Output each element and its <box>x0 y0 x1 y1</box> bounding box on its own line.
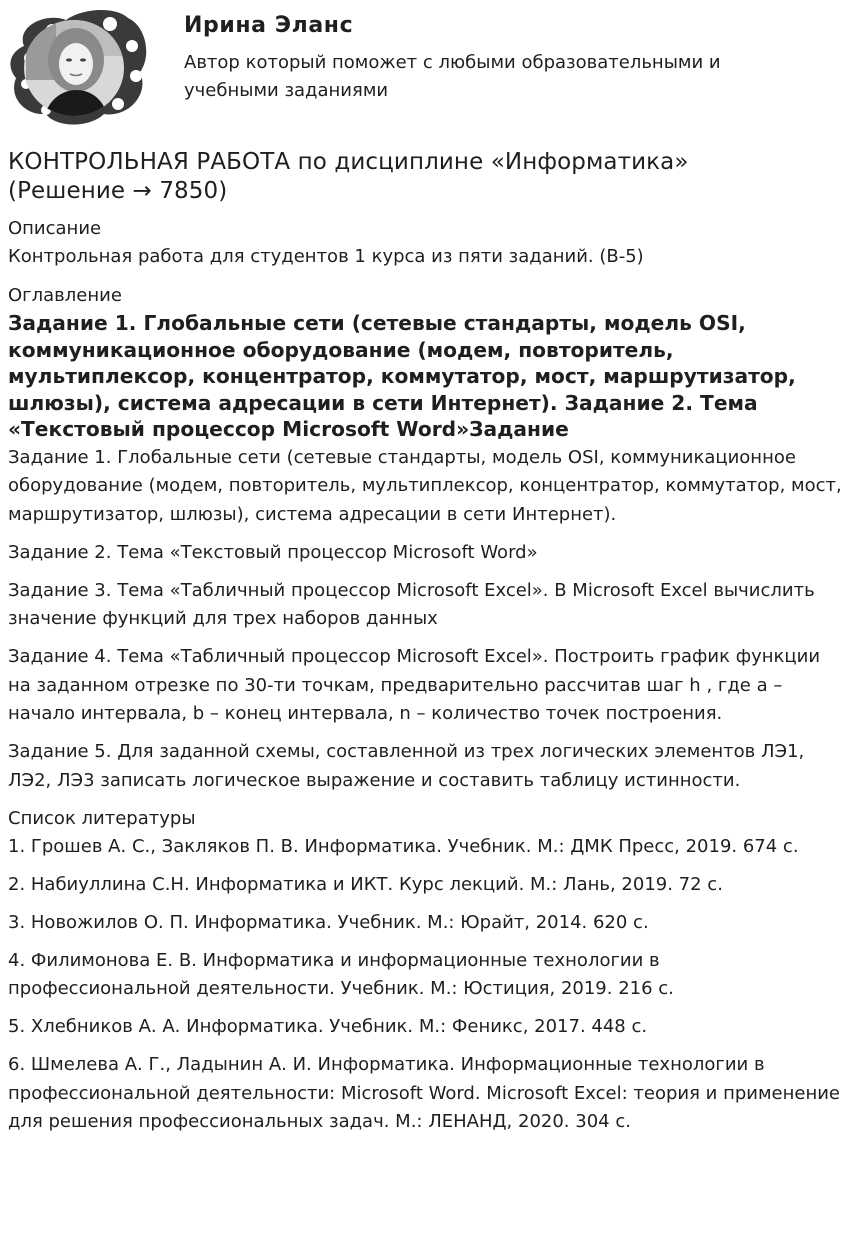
literature-item: 1. Грошев А. С., Закляков П. В. Информатика. Учебник. М.: ДМК Пресс, 2019. 674 с. <box>8 835 799 857</box>
description-text: Контрольная работа для студентов 1 курса из пяти заданий. (В-5) <box>8 246 644 267</box>
avatar-image <box>6 6 152 128</box>
document-title-line-1: КОНТРОЛЬНАЯ РАБОТА по дисциплине «Информатика» <box>8 149 689 175</box>
literature-item: 5. Хлебников А. А. Информатика. Учебник. М.: Феникс, 2017. 448 с. <box>8 1016 648 1037</box>
document-title-line-2: (Решение → 7850) <box>8 178 228 204</box>
toc-summary: Задание 1. Глобальные сети (сетевые стандарты, модель OSI, коммуникационное оборудование (модем, повторитель, мультиплексор, концентратор, коммутатор, мост, маршрутизатор, шлюзы), система адресации в сети Интернет). Задание 2. Тема «Текстовый процессор Microsoft Word»Задание <box>8 311 796 441</box>
author-description: Автор который поможет с любыми образовательными и учебными заданиями <box>184 52 721 101</box>
task-item: Задание 2. Тема «Текстовый процессор Microsoft Word» <box>8 541 538 563</box>
task-item: Задание 3. Тема «Табличный процессор Microsoft Excel». В Microsoft Excel вычислить значение функций для трех наборов данных <box>8 579 815 629</box>
document-content <box>8 148 842 1146</box>
literature-item: 2. Набиуллина С.Н. Информатика и ИКТ. Курс лекций. М.: Лань, 2019. 72 с. <box>8 873 723 895</box>
task-item: Задание 1. Глобальные сети (сетевые стандарты, модель OSI, коммуникационное оборудование (модем, повторитель, мультиплексор, концентратор, коммутатор, мост, маршрутизатор, шлюзы), система адресации в сети Интернет). <box>8 446 842 525</box>
author-header <box>0 0 847 140</box>
task-item: Задание 4. Тема «Табличный процессор Microsoft Excel». Построить график функции на заданном отрезке по 30-ти точкам, предварительно рассчитав шаг h , где a – начало интервала, b – конец интервала, n – количество точек построения. <box>8 646 821 724</box>
literature-list <box>8 833 842 1137</box>
literature-label: Список литературы <box>8 807 196 829</box>
description-label: Описание <box>8 218 102 239</box>
author-name[interactable]: Ирина Эланс <box>184 13 354 38</box>
literature-item: 6. Шмелева А. Г., Ладынин А. И. Информатика. Информационные технологии в профессиональной деятельности: Microsoft Word. Microsoft Excel: теория и применение для решения профессиональных задач. М.: ЛЕНАНД, 2020. 304 с. <box>8 1054 840 1132</box>
task-item: Задание 5. Для заданной схемы, составленной из трех логических элементов ЛЭ1, ЛЭ2, ЛЭ3 записать логическое выражение и составить таблицу истинности. <box>8 741 805 791</box>
literature-item: 4. Филимонова Е. В. Информатика и информационные технологии в профессиональной деятельности. Учебник. М.: Юстиция, 2019. 216 с. <box>8 949 674 999</box>
avatar[interactable] <box>6 6 152 128</box>
document-title <box>8 148 842 206</box>
task-list <box>8 444 842 796</box>
literature-item: 3. Новожилов О. П. Информатика. Учебник. М.: Юрайт, 2014. 620 с. <box>8 911 649 933</box>
toc-label: Оглавление <box>8 285 122 306</box>
